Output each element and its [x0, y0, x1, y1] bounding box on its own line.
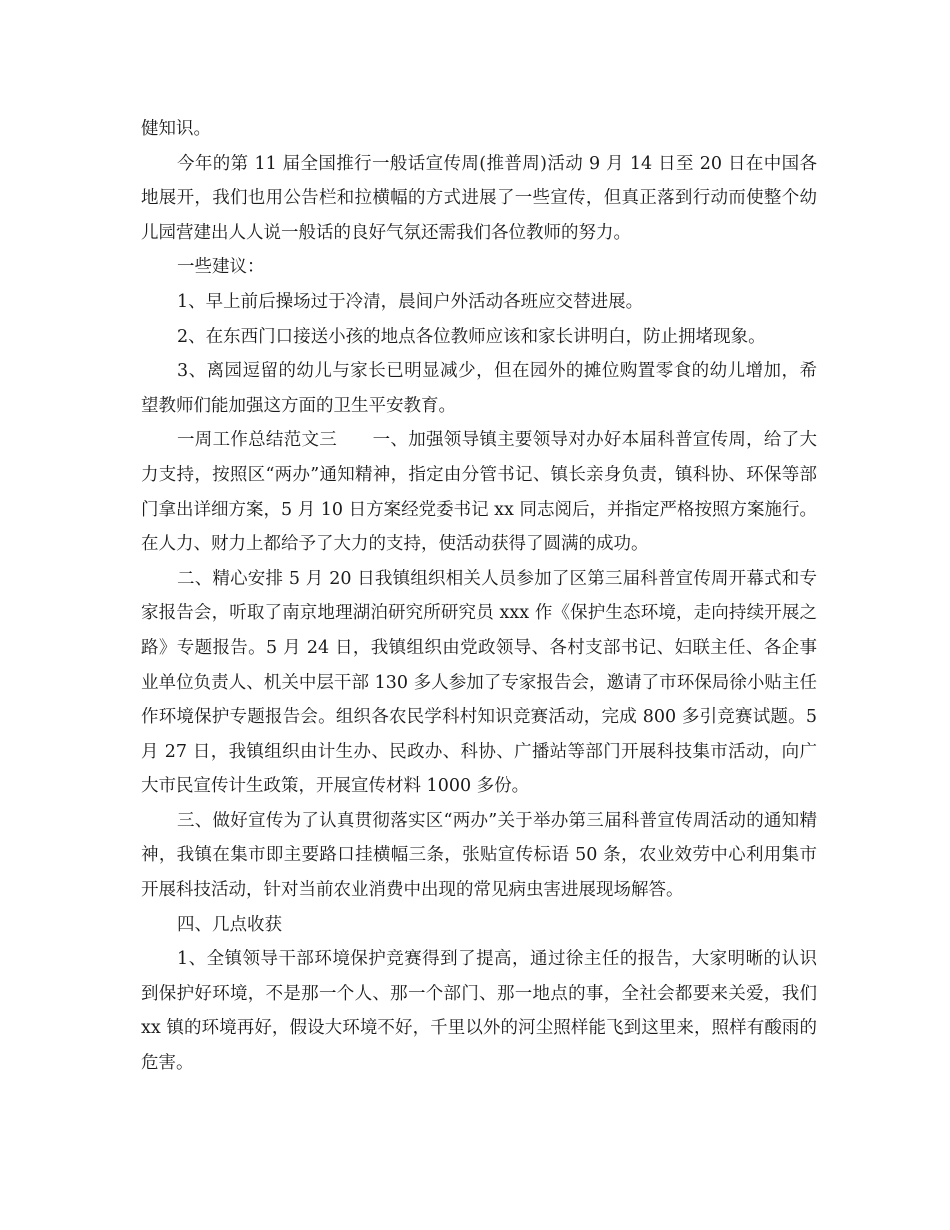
paragraph-1: 健知识。: [141, 119, 211, 139]
paragraph-5: 2、在东西门口接送小孩的地点各位教师应该和家长讲明白，防止拥堵现象。: [177, 326, 766, 347]
paragraph-4: 1、早上前后操场过于冷清，晨间户外活动各班应交替进展。: [177, 291, 644, 312]
paragraph-2: 今年的第 11 届全国推行一般话宣传周(推普周)活动 9 月 14 日至 20 日在中国各地展开，我们也用公告栏和拉横幅的方式进展了一些宣传，但真正落到行动而使整个幼儿园营建出人人说一般话的良好气氛还需我们各位教师的努力。: [141, 153, 817, 243]
paragraph-8: 二、精心安排 5 月 20 日我镇组织相关人员参加了区第三届科普宣传周开幕式和专家报告会，听取了南京地理湖泊研究所研究员 xxx 作《保护生态环境，走向持续开展之路》专题报告。5 月 24 日，我镇组织由党政领导、各村支部书记、妇联主任、各企事业单位负责人、机关中层干部 130 多人参加了专家报告会，邀请了市环保局徐小贴主任作环境保护专题报告会。组织各农民学科村知识竞赛活动，完成 800 多引竞赛试题。5 月 27 日，我镇组织由计生办、民政办、科协、广播站等部门开展科技集市活动，向广大市民宣传计生政策，开展宣传材料 1000 多份。: [141, 568, 817, 797]
paragraph-7: 一周工作总结范文三 一、加强领导镇主要领导对办好本届科普宣传周，给了大力支持，按照区“两办”通知精神，指定由分管书记、镇长亲身负责，镇科协、环保等部门拿出详细方案，5 月 10 日方案经党委书记 xx 同志阅后，并指定严格按照方案施行。在人力、财力上都给予了大力的支持，使活动获得了圆满的成功。: [141, 430, 817, 555]
paragraph-10: 四、几点收获: [177, 914, 282, 935]
document-body: [141, 112, 817, 1081]
paragraph-9: 三、做好宣传为了认真贯彻落实区“两办”关于举办第三届科普宣传周活动的通知精神，我镇在集市即主要路口挂横幅三条，张贴宣传标语 50 条，农业效劳中心利用集市开展科技活动，针对当前农业消费中出现的常见病虫害进展现场解答。: [141, 810, 817, 901]
paragraph-6: 3、离园逗留的幼儿与家长已明显减少，但在园外的摊位购置零食的幼儿增加，希望教师们能加强这方面的卫生平安教育。: [141, 361, 817, 416]
paragraph-3: 一些建议：: [177, 257, 265, 278]
paragraph-11: 1、全镇领导干部环境保护竞赛得到了提高，通过徐主任的报告，大家明晰的认识到保护好环境，不是那一个人、那一个部门、那一地点的事，全社会都要来关爱，我们 xx 镇的环境再好，假设大环境不好，千里以外的河尘照样能飞到这里来，照样有酸雨的危害。: [141, 949, 817, 1074]
